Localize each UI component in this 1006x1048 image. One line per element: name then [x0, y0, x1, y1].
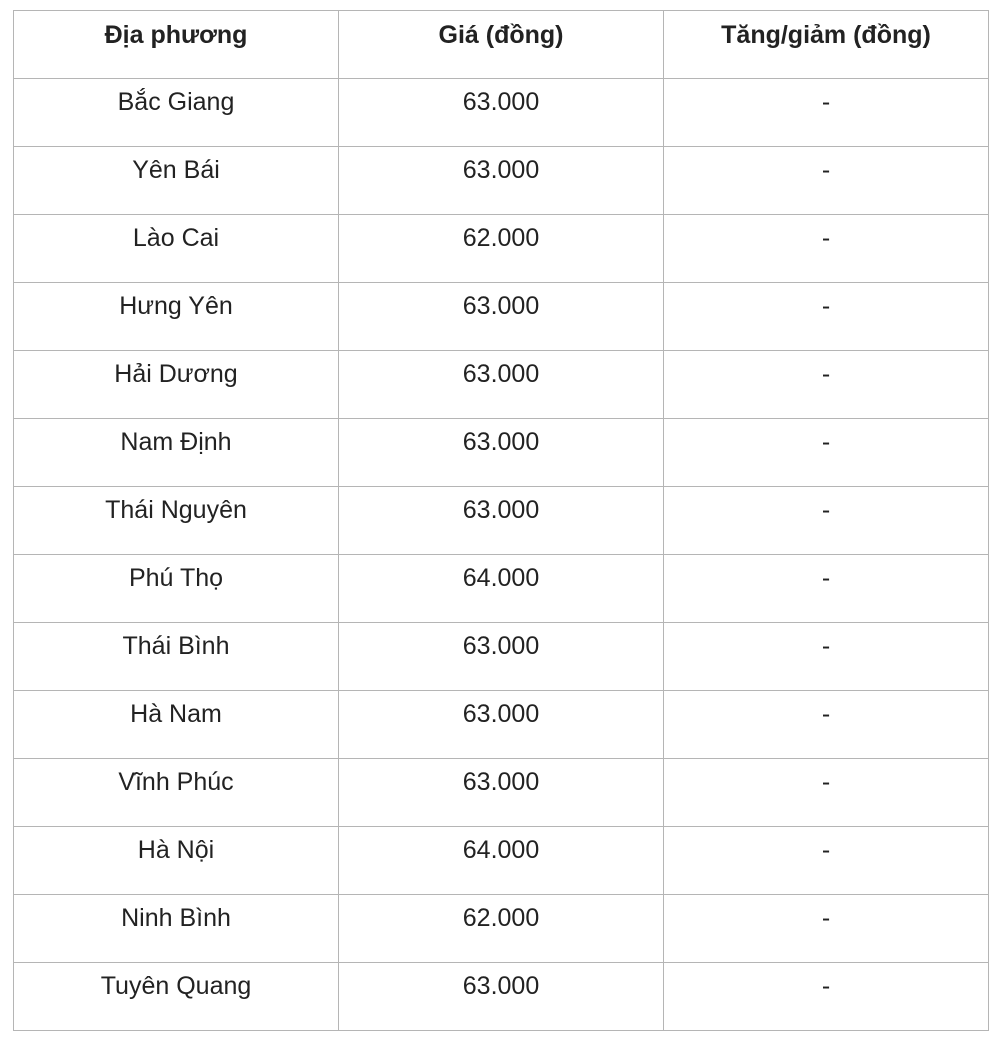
- table-row: [14, 147, 989, 215]
- cell-location: Bắc Giang: [14, 79, 339, 147]
- cell-price: 63.000: [339, 691, 664, 759]
- cell-price: 63.000: [339, 759, 664, 827]
- cell-change: -: [664, 691, 989, 759]
- cell-price: 63.000: [339, 79, 664, 147]
- header-location: Địa phương: [14, 11, 339, 79]
- cell-price: 62.000: [339, 215, 664, 283]
- table-row: [14, 963, 989, 1031]
- table-row: [14, 759, 989, 827]
- header-change: Tăng/giảm (đồng): [664, 11, 989, 79]
- cell-change: -: [664, 759, 989, 827]
- cell-change: -: [664, 351, 989, 419]
- cell-location: Thái Bình: [14, 623, 339, 691]
- table-row: [14, 419, 989, 487]
- table-row: [14, 623, 989, 691]
- cell-location: Hải Dương: [14, 351, 339, 419]
- header-price: Giá (đồng): [339, 11, 664, 79]
- cell-location: Hà Nội: [14, 827, 339, 895]
- cell-location: Hưng Yên: [14, 283, 339, 351]
- cell-change: -: [664, 963, 989, 1031]
- cell-change: -: [664, 555, 989, 623]
- table-body: [14, 79, 989, 1031]
- cell-price: 63.000: [339, 147, 664, 215]
- cell-price: 63.000: [339, 963, 664, 1031]
- cell-price: 63.000: [339, 623, 664, 691]
- cell-price: 64.000: [339, 827, 664, 895]
- table-row: [14, 691, 989, 759]
- cell-location: Thái Nguyên: [14, 487, 339, 555]
- table-header: [14, 11, 989, 79]
- table-row: [14, 215, 989, 283]
- cell-change: -: [664, 215, 989, 283]
- cell-price: 64.000: [339, 555, 664, 623]
- table-row: [14, 827, 989, 895]
- cell-change: -: [664, 419, 989, 487]
- table-row: [14, 79, 989, 147]
- price-table-container: [13, 10, 988, 1031]
- cell-change: -: [664, 623, 989, 691]
- cell-price: 63.000: [339, 283, 664, 351]
- header-row: [14, 11, 989, 79]
- cell-change: -: [664, 827, 989, 895]
- cell-location: Tuyên Quang: [14, 963, 339, 1031]
- cell-location: Ninh Bình: [14, 895, 339, 963]
- cell-price: 62.000: [339, 895, 664, 963]
- price-table: [13, 10, 989, 1031]
- cell-location: Lào Cai: [14, 215, 339, 283]
- cell-change: -: [664, 79, 989, 147]
- cell-price: 63.000: [339, 351, 664, 419]
- table-row: [14, 283, 989, 351]
- table-row: [14, 487, 989, 555]
- table-row: [14, 351, 989, 419]
- cell-price: 63.000: [339, 419, 664, 487]
- cell-location: Vĩnh Phúc: [14, 759, 339, 827]
- table-row: [14, 895, 989, 963]
- cell-location: Hà Nam: [14, 691, 339, 759]
- table-row: [14, 555, 989, 623]
- cell-location: Phú Thọ: [14, 555, 339, 623]
- cell-change: -: [664, 147, 989, 215]
- cell-price: 63.000: [339, 487, 664, 555]
- cell-location: Yên Bái: [14, 147, 339, 215]
- cell-change: -: [664, 487, 989, 555]
- cell-change: -: [664, 283, 989, 351]
- cell-change: -: [664, 895, 989, 963]
- cell-location: Nam Định: [14, 419, 339, 487]
